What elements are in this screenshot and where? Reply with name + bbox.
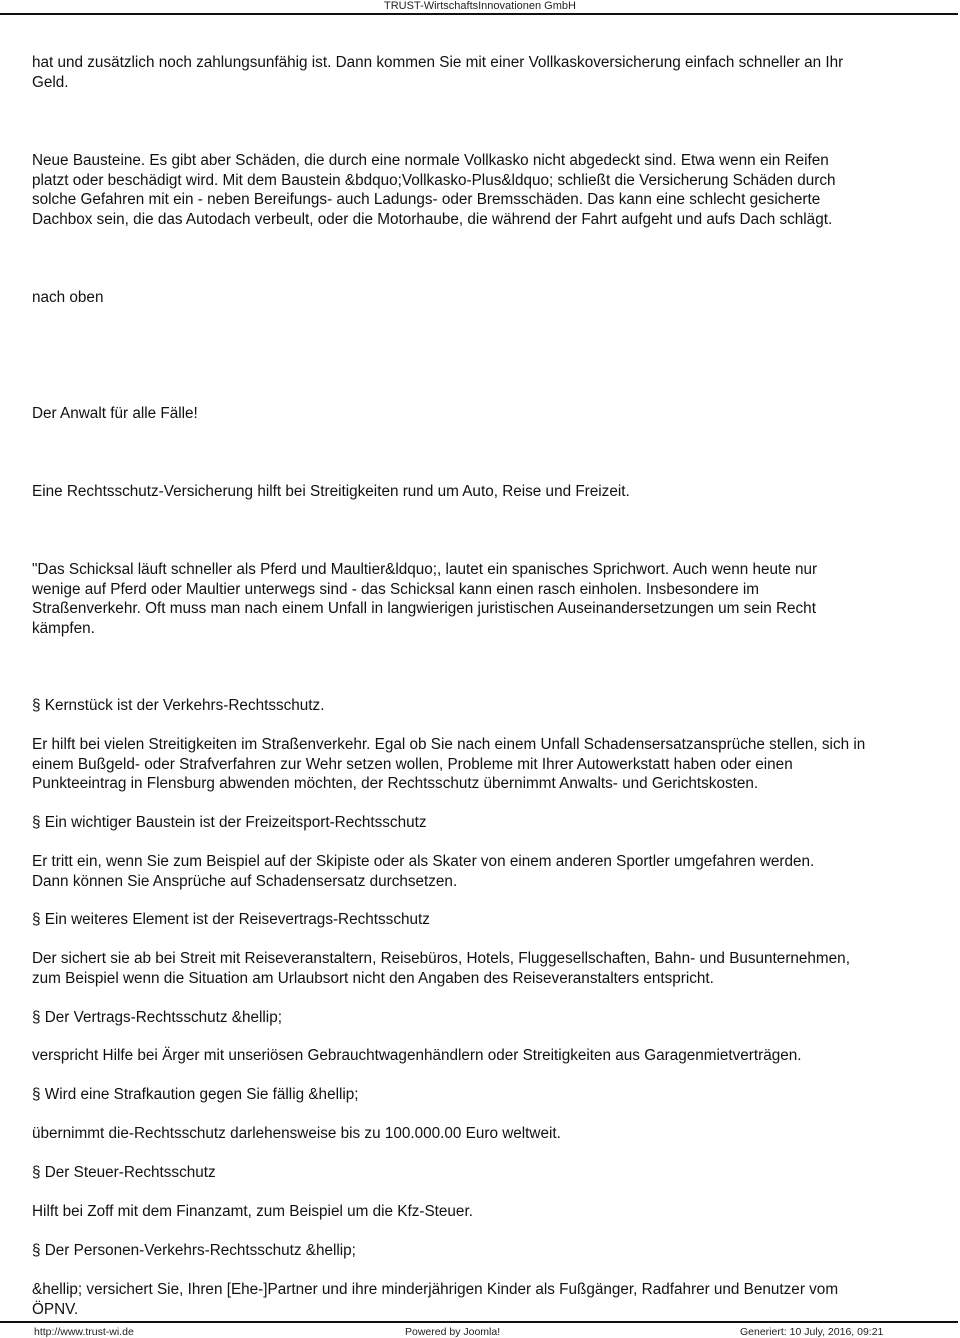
footer-generated-date: Generiert: 10 July, 2016, 09:21 <box>740 1326 884 1338</box>
footer-divider <box>0 1321 958 1323</box>
text-line: ÖPNV. <box>32 1300 79 1318</box>
text-line: nach oben <box>32 289 104 306</box>
paragraph <box>32 482 952 502</box>
text-line: § Der Vertrags-Rechtsschutz &hellip; <box>32 1009 282 1026</box>
section-heading <box>32 1163 952 1183</box>
text-line: übernimmt die-Rechtsschutz darlehensweise bis zu 100.000.00 Euro weltweit. <box>32 1125 561 1142</box>
footer-url-link[interactable]: http://www.trust-wi.de <box>34 1326 134 1338</box>
text-line: &hellip; versichert Sie, Ihren [Ehe-]Partner und ihre minderjährigen Kinder als Fußgänger, Radfahrer und Benutzer vom <box>32 1281 839 1298</box>
text-line: "Das Schicksal läuft schneller als Pferd und Maultier&ldquo;, lautet ein spanisches Sprichwort. Auch wenn heute nur <box>32 561 818 578</box>
paragraph <box>32 1124 952 1144</box>
section-heading <box>32 1085 952 1105</box>
text-line: § Ein wichtiger Baustein ist der Freizeitsport-Rechtsschutz <box>32 814 427 831</box>
paragraph <box>32 1202 952 1222</box>
text-line: § Wird eine Strafkaution gegen Sie fällig &hellip; <box>32 1086 359 1103</box>
text-line: platzt oder beschädigt wird. Mit dem Baustein &bdquo;Vollkasko-Plus&ldquo; schließt die Versicherung Schäden durch <box>32 171 836 189</box>
document-header-title: TRUST-WirtschaftsInnovationen GmbH <box>384 0 576 12</box>
text-line: verspricht Hilfe bei Ärger mit unseriösen Gebrauchtwagenhändlern oder Streitigkeiten aus Garagenmietverträgen. <box>32 1047 802 1064</box>
text-line: Dann können Sie Ansprüche auf Schadensersatz durchsetzen. <box>32 872 458 890</box>
text-line: Er hilft bei vielen Streitigkeiten im Straßenverkehr. Egal ob Sie nach einem Unfall Schadensersatzansprüche stellen, sich in <box>32 736 866 753</box>
text-line: Eine Rechtsschutz-Versicherung hilft bei Streitigkeiten rund um Auto, Reise und Freizeit. <box>32 483 630 500</box>
text-line: § Der Steuer-Rechtsschutz <box>32 1164 216 1181</box>
text-line: Punkteeintrag in Flensburg abwenden möchten, der Rechtsschutz übernimmt Anwalts- und Gerichtskosten. <box>32 775 759 793</box>
paragraph <box>32 1280 952 1319</box>
paragraph <box>32 852 952 891</box>
text-line: Hilft bei Zoff mit dem Finanzamt, zum Beispiel um die Kfz-Steuer. <box>32 1203 473 1220</box>
section-heading <box>32 696 952 716</box>
text-line: Geld. <box>32 73 69 91</box>
paragraph <box>32 1046 952 1066</box>
text-line: hat und zusätzlich noch zahlungsunfähig ist. Dann kommen Sie mit einer Vollkaskoversicherung einfach schneller an Ihr <box>32 54 844 71</box>
paragraph <box>32 53 952 92</box>
text-line: solche Gefahren mit ein - neben Bereifungs- auch Ladungs- oder Bremsschäden. Das kann eine schlecht gesicherte <box>32 191 821 209</box>
text-line: kämpfen. <box>32 619 95 637</box>
text-line: Der sichert sie ab bei Streit mit Reiseveranstaltern, Reisebüros, Hotels, Fluggesellschaften, Bahn- und Busunternehmen, <box>32 950 850 967</box>
text-line: Straßenverkehr. Oft muss man nach einem Unfall in langwierigen juristischen Auseinandersetzungen um sein Recht <box>32 600 816 618</box>
text-line: § Kernstück ist der Verkehrs-Rechtsschutz. <box>32 697 325 714</box>
text-line: Der Anwalt für alle Fälle! <box>32 405 198 422</box>
paragraph <box>32 735 952 794</box>
footer-powered-by: Powered by Joomla! <box>405 1326 501 1338</box>
text-line: Dachbox sein, die das Autodach verbeult, oder die Motorhaube, die während der Fahrt aufgeht und aufs Dach schlägt. <box>32 210 833 228</box>
section-heading <box>32 813 952 833</box>
text-line: zum Beispiel wenn die Situation am Urlaubsort nicht den Angaben des Reiseveranstalters entspricht. <box>32 969 714 987</box>
section-heading <box>32 1008 952 1028</box>
text-line: § Ein weiteres Element ist der Reisevertrags-Rechtsschutz <box>32 911 430 928</box>
text-line: § Der Personen-Verkehrs-Rechtsschutz &hellip; <box>32 1242 356 1259</box>
paragraph <box>32 151 952 229</box>
section-heading <box>32 1241 952 1261</box>
back-to-top-link[interactable] <box>32 288 952 308</box>
paragraph <box>32 404 952 424</box>
header-divider <box>0 13 958 15</box>
paragraph <box>32 560 952 638</box>
section-heading <box>32 910 952 930</box>
text-line: Er tritt ein, wenn Sie zum Beispiel auf der Skipiste oder als Skater von einem anderen Sportler umgefahren werden. <box>32 853 815 870</box>
text-line: einem Bußgeld- oder Strafverfahren zur Wehr setzen wollen, Probleme mit Ihrer Autowerkstatt haben oder einen <box>32 755 793 773</box>
text-line: wenige auf Pferd oder Maultier unterwegs sind - das Schicksal kann einen rasch einholen. Insbesondere im <box>32 580 760 598</box>
text-line: Neue Bausteine. Es gibt aber Schäden, die durch eine normale Vollkasko nicht abgedeckt sind. Etwa wenn ein Reifen <box>32 152 829 169</box>
paragraph <box>32 949 952 988</box>
